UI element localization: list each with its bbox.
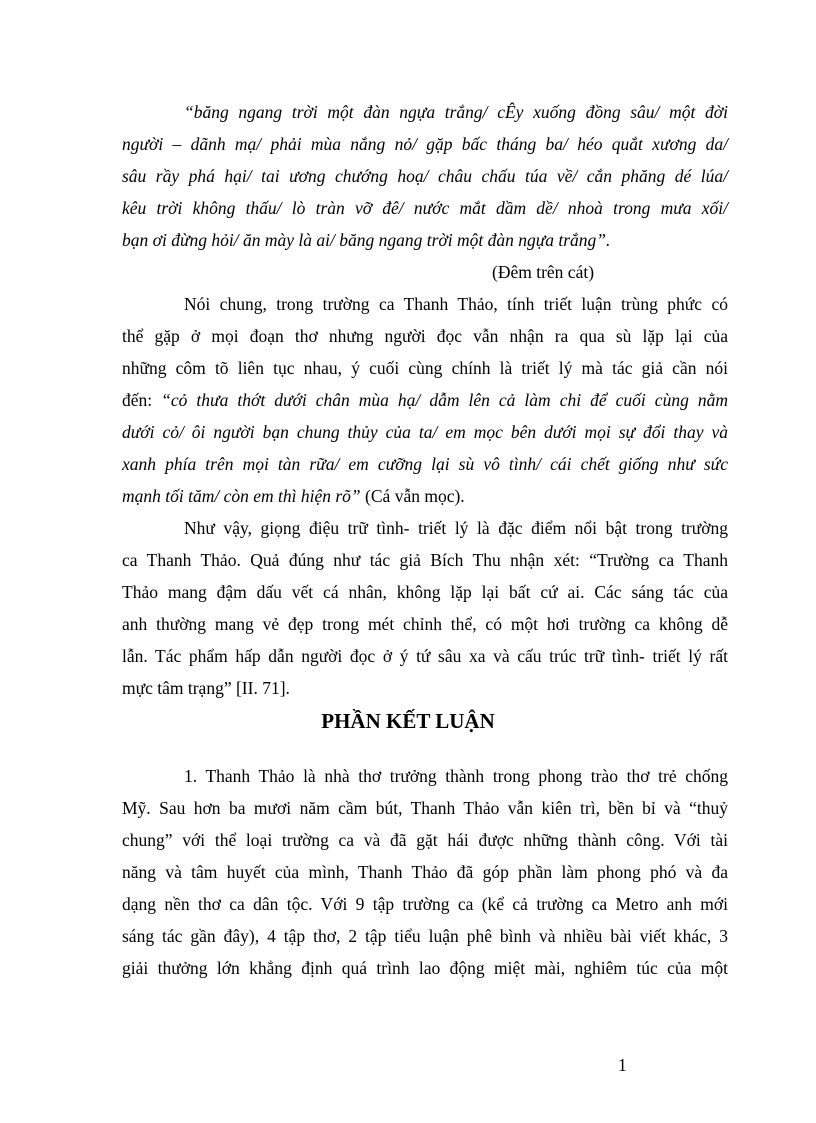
paragraph-1	[122, 288, 728, 512]
poem-quote	[122, 96, 728, 256]
text-line: chung” với thể loại trường ca và đã gặt hái được những thành công. Với tài	[122, 830, 728, 850]
quote-line: kêu trời không thấu/ lò tràn vỡ đê/ nước mắt dầm dề/ nhoà trong mưa xối/	[122, 198, 728, 218]
text-line: Thảo mang đậm dấu vết cá nhân, không lặp lại bất cứ ai. Các sáng tác của	[122, 582, 728, 602]
text-line: sáng tác gần đây), 4 tập thơ, 2 tập tiểu luận phê bình và nhiều bài viết khác, 3	[122, 926, 728, 946]
quote-source: (Đêm trên cát)	[492, 262, 595, 282]
text-line: dạng nền thơ ca dân tộc. Với 9 tập trường ca (kể cả trường ca Metro anh mới	[122, 894, 728, 914]
inline-quote: mạnh tối tăm/ còn em thì hiện rõ”	[122, 486, 361, 506]
paragraph-3	[122, 760, 728, 984]
text-line: anh thường mang vẻ đẹp trong mét chỉnh thể, có một hơi trường ca không dễ	[122, 614, 728, 634]
quote-line: bạn ơi đừng hỏi/ ăn mày là ai/ băng ngang trời một đàn ngựa trắng”.	[122, 230, 611, 250]
paragraph-2	[122, 512, 728, 704]
text-line: thể gặp ở mọi đoạn thơ nhưng người đọc vẫn nhận ra qua sù lặp lại của	[122, 326, 728, 346]
text-line: 1. Thanh Thảo là nhà thơ trưởng thành trong phong trào thơ trẻ chống	[184, 766, 728, 786]
quote-line: người – dãnh mạ/ phải mùa nắng nỏ/ gặp bấc tháng ba/ héo quắt xương da/	[122, 134, 728, 154]
text-line: năng và tâm huyết của mình, Thanh Thảo đã góp phần làm phong phó và đa	[122, 862, 728, 882]
text-line: dưới cỏ/ ôi người bạn chung thủy của ta/ em mọc bên dưới mọi sự đổi thay và	[122, 422, 728, 442]
text-segment: đến:	[122, 390, 162, 410]
text-line: ca Thanh Thảo. Quả đúng như tác giả Bích Thu nhận xét: “Trường ca Thanh	[122, 550, 728, 570]
text-line: Như vậy, giọng điệu trữ tình- triết lý là đặc điểm nổi bật trong trường	[184, 518, 728, 538]
text-line: xanh phía trên mọi tàn rữa/ em cưỡng lại sù vô tình/ cái chết giống như sức	[122, 454, 728, 474]
text-line: mực tâm trạng” [II. 71].	[122, 678, 290, 698]
section-heading: PHẦN KẾT LUẬN	[321, 709, 495, 733]
text-line	[122, 384, 728, 416]
page-number: 1	[618, 1055, 627, 1075]
quote-line: sâu rầy phá hại/ tai ương chướng hoạ/ châu chấu túa về/ cắn phăng dé lúa/	[122, 166, 728, 186]
text-line: giải thưởng lớn khẳng định quá trình lao động miệt mài, nghiêm túc của một	[122, 958, 728, 978]
text-line: Mỹ. Sau hơn ba mươi năm cầm bút, Thanh Thảo vẫn kiên trì, bền bỉ và “thuỷ	[122, 798, 728, 818]
text-line: những côm tõ liên tục nhau, ý cuối cùng chính là triết lý mà tác giả cần nói	[122, 358, 728, 378]
text-line: lẫn. Tác phẩm hấp dẫn người đọc ở ý tứ sâu xa và cấu trúc trữ tình- triết lý rất	[122, 646, 728, 666]
quote-line: “băng ngang trời một đàn ngựa trắng/ cÊy xuống đồng sâu/ một đời	[184, 102, 728, 122]
text-line: Nói chung, trong trường ca Thanh Thảo, tính triết luận trùng phức có	[184, 294, 728, 314]
text-line	[122, 480, 728, 512]
inline-quote: “cỏ thưa thớt dưới chân mùa hạ/ dẫm lên cả làm chi để cuối cùng nằm	[161, 390, 728, 410]
text-segment: (Cá vẫn mọc).	[360, 486, 465, 506]
